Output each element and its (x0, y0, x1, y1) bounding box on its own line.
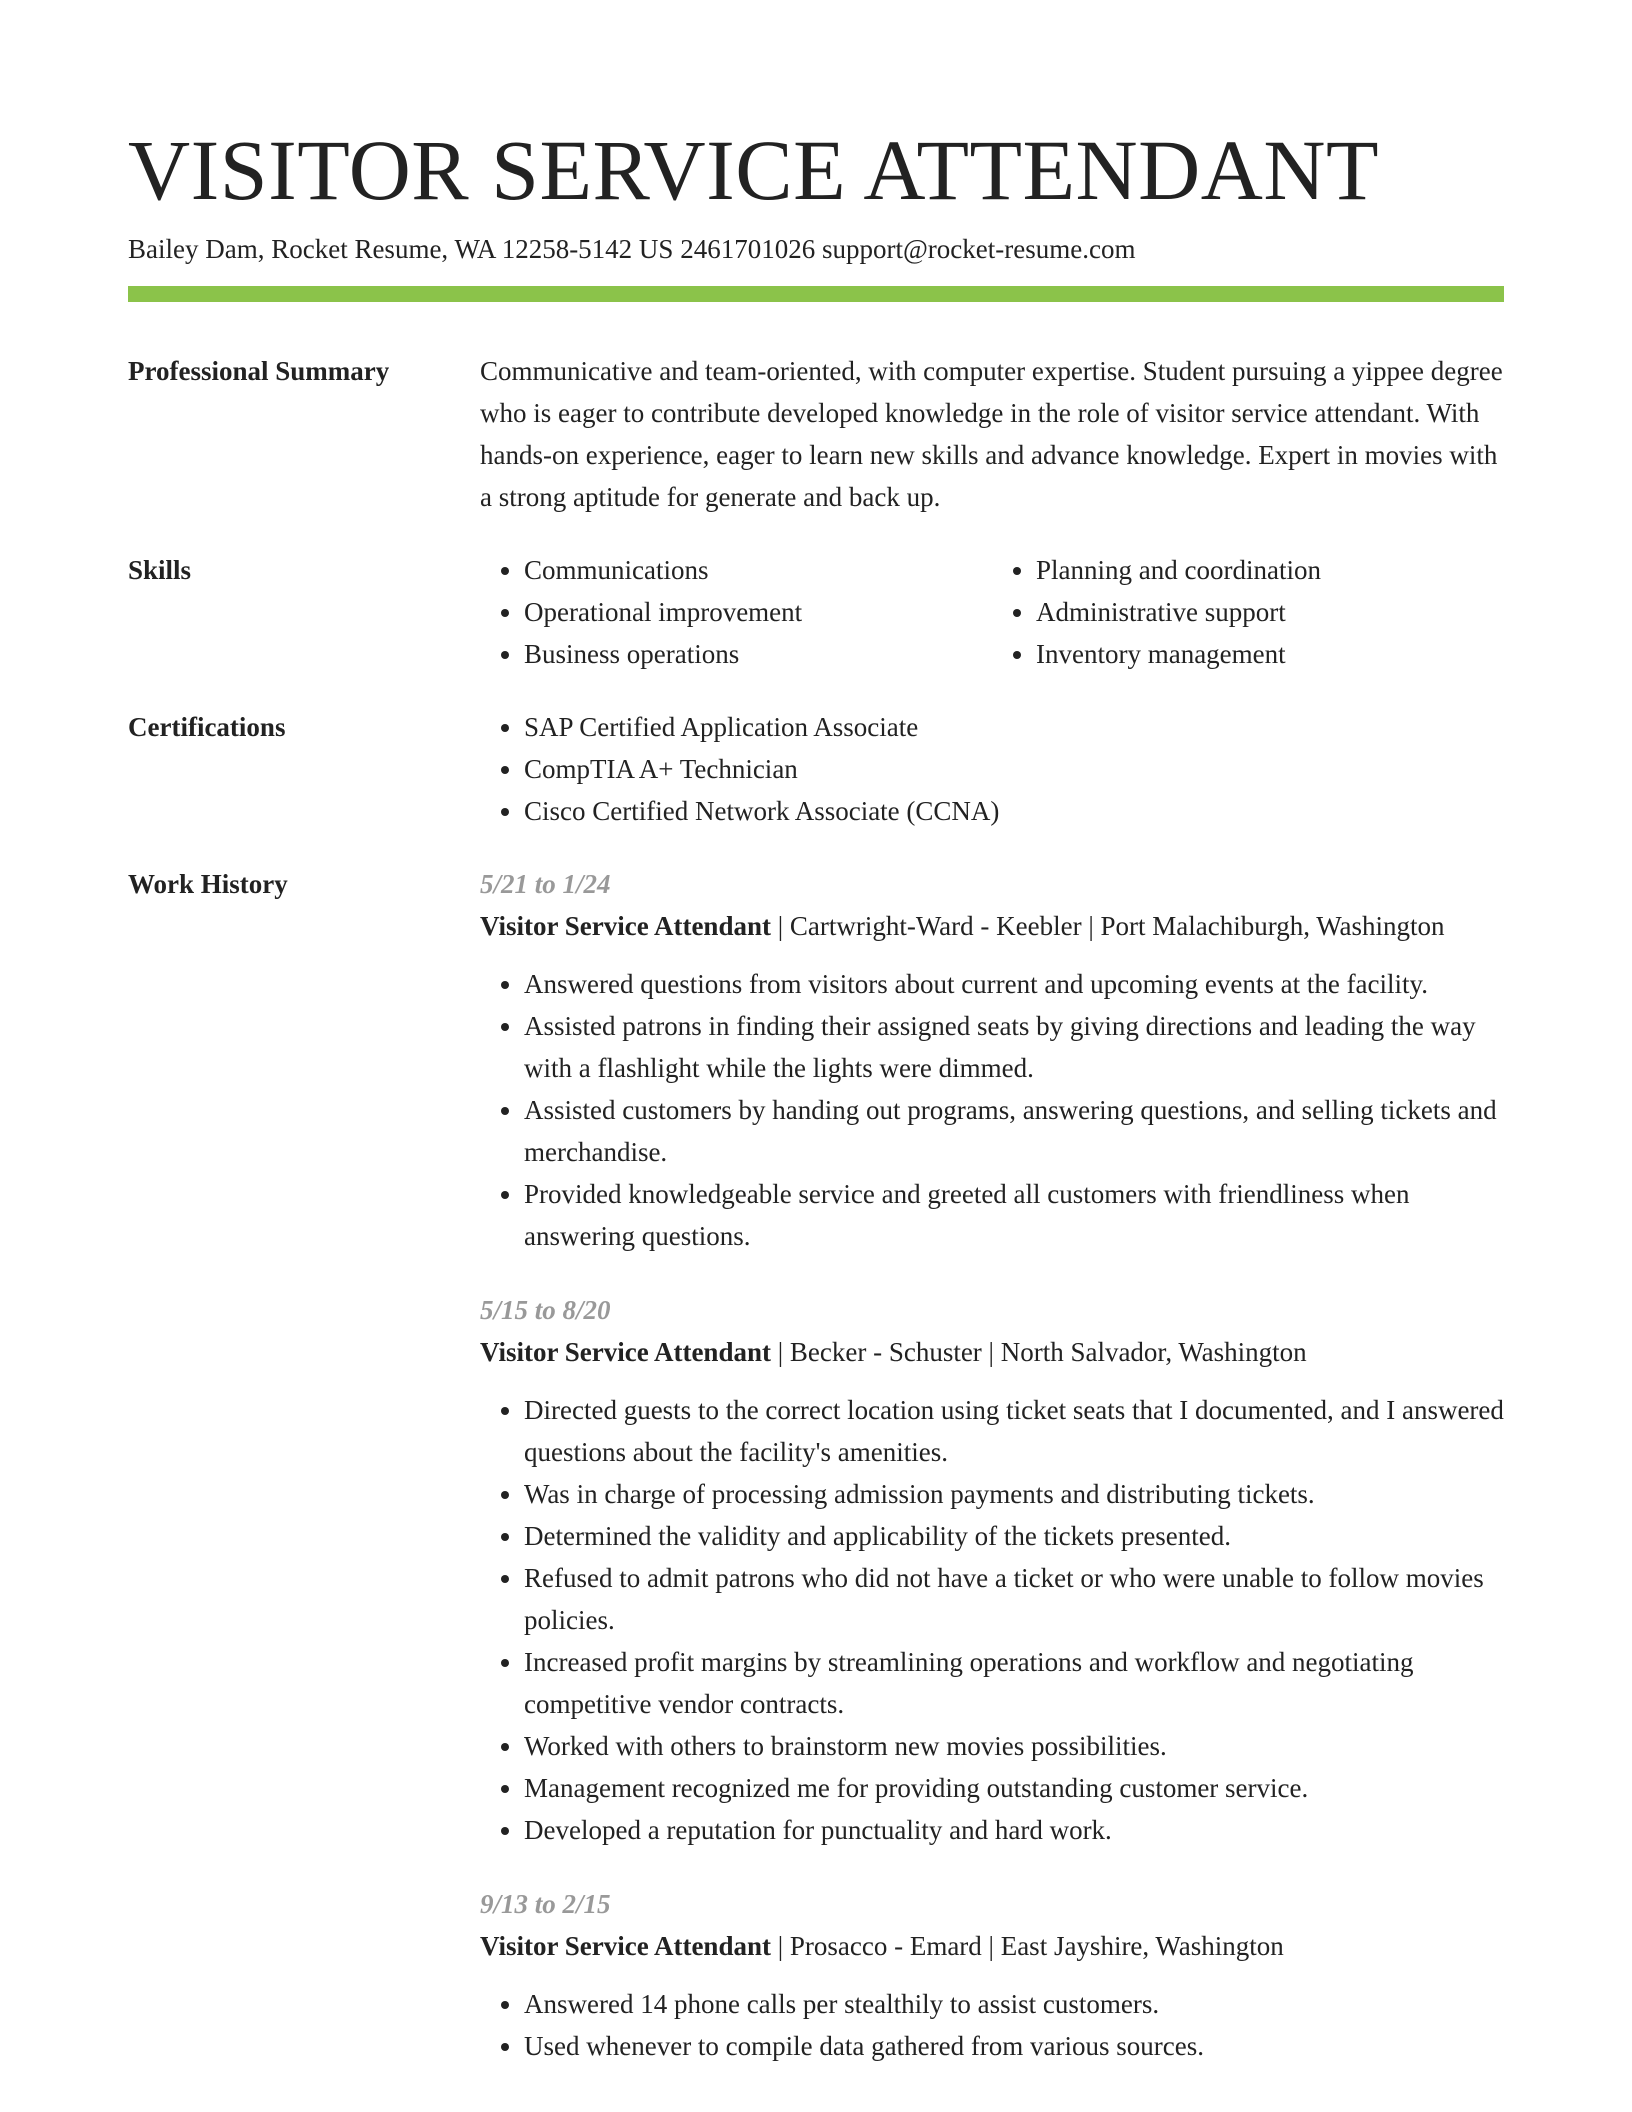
job-details: | Prosacco - Emard | East Jayshire, Washington (770, 1931, 1284, 1961)
list-item: • Management recognized me for providing outstanding customer service. (524, 1767, 1504, 1809)
list-item: • CompTIA A+ Technician (524, 748, 1504, 790)
job-heading (480, 905, 1504, 947)
list-item: • Business operations (524, 633, 992, 675)
job-entry (480, 1289, 1504, 1851)
job-title: Visitor Service Attendant (480, 1337, 771, 1367)
accent-divider (128, 286, 1504, 302)
skills-list-col2 (992, 549, 1504, 675)
job-entry (480, 1883, 1504, 2067)
list-item: • Planning and coordination (1036, 549, 1504, 591)
certifications-heading: Certifications (128, 712, 286, 742)
resume-page (128, 0, 1504, 2099)
job-details: | Becker - Schuster | North Salvador, Washington (770, 1337, 1307, 1367)
list-item: • Provided knowledgeable service and greeted all customers with friendliness when answering questions. (524, 1173, 1504, 1257)
list-item: • Determined the validity and applicability of the tickets presented. (524, 1515, 1504, 1557)
job-bullets (480, 1983, 1504, 2067)
skills-list-col1 (480, 549, 992, 675)
job-bullets (480, 1389, 1504, 1851)
work-history-heading: Work History (128, 869, 288, 899)
list-item: • Answered 14 phone calls per stealthily to assist customers. (524, 1983, 1504, 2025)
list-item: • Used whenever to compile data gathered from various sources. (524, 2025, 1504, 2067)
list-item: • Assisted customers by handing out programs, answering questions, and selling tickets and merchandise. (524, 1089, 1504, 1173)
list-item: • Refused to admit patrons who did not have a ticket or who were unable to follow movies policies. (524, 1557, 1504, 1641)
list-item: • SAP Certified Application Associate (524, 706, 1504, 748)
list-item: • Answered questions from visitors about current and upcoming events at the facility. (524, 963, 1504, 1005)
list-item: • Increased profit margins by streamlining operations and workflow and negotiating competitive vendor contracts. (524, 1641, 1504, 1725)
list-item: • Cisco Certified Network Associate (CCNA) (524, 790, 1504, 832)
list-item: • Directed guests to the correct location using ticket seats that I documented, and I answered questions about the facility's amenities. (524, 1389, 1504, 1473)
job-entry (480, 863, 1504, 1257)
job-title: Visitor Service Attendant (480, 1931, 771, 1961)
summary-text: Communicative and team-oriented, with computer expertise. Student pursuing a yippee degree who is eager to contribute developed knowledge in the role of visitor service attendant. With hands-on experience, eager to learn new skills and advance knowledge. Expert in movies with a strong aptitude for generate and back up. (480, 356, 1503, 512)
summary-section (128, 302, 1504, 518)
job-heading (480, 1925, 1504, 1967)
resume-title: VISITOR SERVICE ATTENDANT (128, 122, 1380, 218)
list-item: • Developed a reputation for punctuality and hard work. (524, 1809, 1504, 1851)
summary-heading: Professional Summary (128, 356, 390, 386)
list-item: • Assisted patrons in finding their assigned seats by giving directions and leading the way with a flashlight while the lights were dimmed. (524, 1005, 1504, 1089)
contact-line: Bailey Dam, Rocket Resume, WA 12258-5142 US 2461701026 support@rocket-resume.com (128, 234, 1136, 264)
work-history-section (128, 863, 1504, 2067)
skills-heading: Skills (128, 555, 192, 585)
job-details: | Cartwright-Ward - Keebler | Port Malachiburgh, Washington (770, 911, 1445, 941)
job-dates: 9/13 to 2/15 (480, 1889, 611, 1919)
certifications-section (128, 706, 1504, 832)
list-item: • Was in charge of processing admission payments and distributing tickets. (524, 1473, 1504, 1515)
list-item: • Communications (524, 549, 992, 591)
certifications-list (480, 706, 1504, 832)
job-bullets (480, 963, 1504, 1257)
job-dates: 5/21 to 1/24 (480, 869, 611, 899)
list-item: • Inventory management (1036, 633, 1504, 675)
job-title: Visitor Service Attendant (480, 911, 771, 941)
job-heading (480, 1331, 1504, 1373)
list-item: • Operational improvement (524, 591, 992, 633)
list-item: • Administrative support (1036, 591, 1504, 633)
skills-section (128, 549, 1504, 675)
job-dates: 5/15 to 8/20 (480, 1295, 611, 1325)
list-item: • Worked with others to brainstorm new movies possibilities. (524, 1725, 1504, 1767)
